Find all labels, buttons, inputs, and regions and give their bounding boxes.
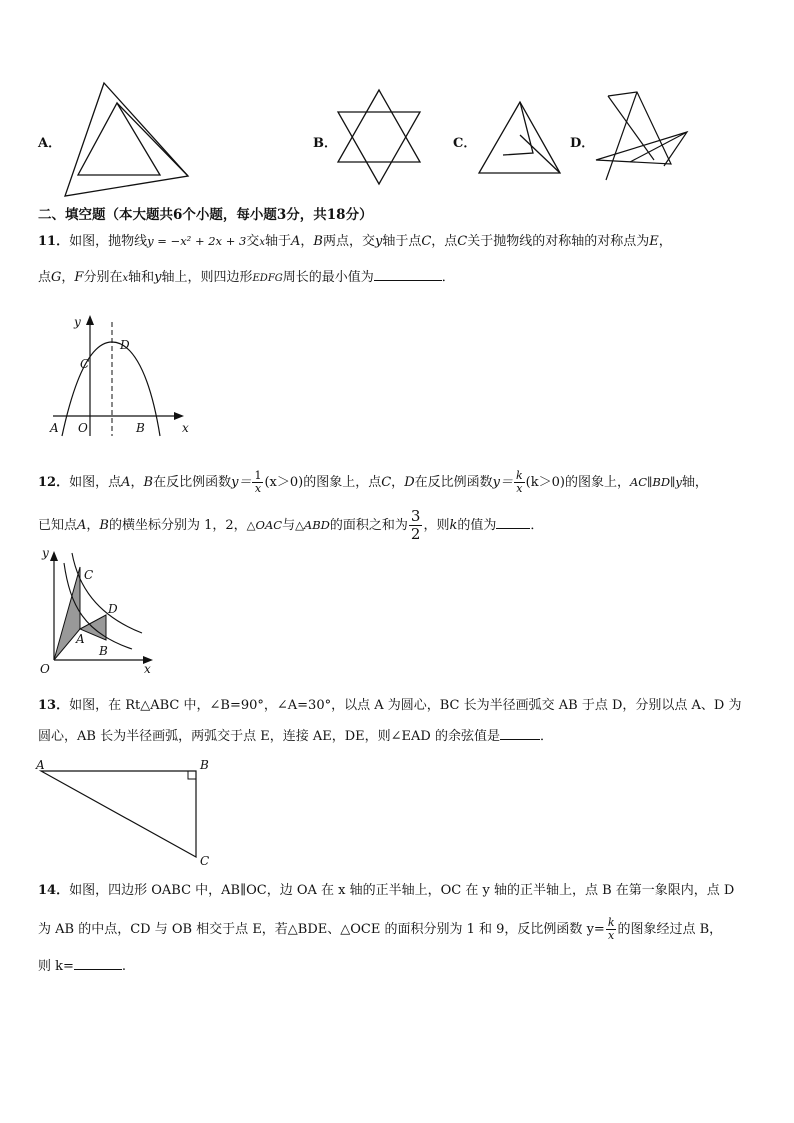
q11-label-B: B	[136, 421, 145, 435]
q13-label-A: A	[36, 758, 45, 772]
q12-fraction-1-over-x: $\frac{1}{x}$	[254, 469, 262, 495]
q11-label-y: y	[74, 315, 81, 329]
option-d-label[interactable]: D．	[570, 136, 595, 151]
option-a-label[interactable]: A．	[38, 136, 62, 151]
q12-label-A: A	[76, 632, 85, 646]
q13-triangle-ABC	[41, 771, 196, 857]
q14-answer-blank[interactable]	[74, 957, 122, 970]
q13-figure	[34, 757, 219, 869]
q11-figure	[48, 312, 198, 442]
q11-line1: 11．如图，抛物线y = −x² + 2x + 3交x轴于A，B两点，交y轴于点C，点C关于抛物线的对称轴的对称点为E，	[38, 234, 672, 249]
q11-label-C: C	[80, 357, 90, 371]
q11-parabola	[62, 342, 160, 436]
q11-label-O: O	[78, 421, 88, 435]
q14-line2: 为 AB 的中点，CD 与 OB 相交于点 E，若△BDE、△OCE 的面积分别为 1 和 9，反比例函数 y= $\frac{k}{x}$ 的图象经过点 B，	[38, 916, 723, 942]
q12-label-D: D	[108, 602, 118, 616]
q12-label-y: y	[42, 546, 49, 560]
q11-line2: 点G，F分别在x轴和y轴上，则四边形EDFG周长的最小值为 ．	[38, 270, 455, 285]
q12-line2: 已知点A，B的横坐标分别为 1，2，△OAC与△ABD的面积之和为 $\frac{3}{2}$ ，则k的值为 ．	[38, 507, 544, 543]
q11-answer-blank[interactable]	[374, 268, 442, 281]
option-c-label[interactable]: C．	[453, 136, 477, 151]
q12-label-O: O	[40, 662, 50, 676]
q13-line2: 圆心，AB 长为半径画弧，两弧交于点 E，连接 AE，DE，则∠EAD 的余弦值是 ．	[38, 729, 553, 744]
option-c-figure	[477, 100, 567, 180]
q14-line3: 则 k= .	[38, 959, 127, 974]
q12-fraction-3-over-2: $\frac{3}{2}$	[410, 507, 421, 543]
option-a-figure	[60, 78, 220, 203]
q13-label-C: C	[200, 854, 210, 868]
q13-line1: 13．如图，在 Rt△ABC 中，∠B=90°，∠A=30°，以点 A 为圆心，BC 长为半径画弧交 AB 于点 D，分别以点 A、D 为	[38, 698, 742, 713]
option-d-figure	[594, 88, 694, 183]
q11-number: 11．	[38, 234, 70, 249]
options-row	[0, 70, 794, 200]
q13-right-angle-mark	[188, 771, 196, 779]
q13-label-B: B	[200, 758, 209, 772]
option-b-label[interactable]: B．	[313, 136, 337, 151]
q14-line1: 14．如图，四边形 OABC 中，AB∥OC，边 OA 在 x 轴的正半轴上，OC 在 y 轴的正半轴上，点 B 在第一象限内，点 D	[38, 883, 735, 898]
section-title: 二、填空题（本大题共6个小题，每小题3分，共18分）	[38, 207, 373, 223]
q14-number: 14．	[38, 883, 70, 898]
q11-label-A: A	[50, 421, 59, 435]
q11-equation: y = −x² + 2x + 3	[147, 234, 247, 248]
q11-label-x: x	[182, 421, 189, 435]
option-b-figure	[336, 88, 436, 188]
q12-curve-k-over-x	[72, 553, 142, 633]
q12-line1: 12．如图，点A，B在反比例函数y＝ $\frac{1}{x}$ (x＞0)的图象上，点C，D在反比例函数y＝ $\frac{k}{x}$ (k＞0)的图象上，AC∥BD∥y轴，	[38, 469, 708, 495]
q12-figure	[36, 545, 166, 680]
q13-number: 13．	[38, 698, 70, 713]
q12-label-B: B	[99, 644, 108, 658]
q12-answer-blank[interactable]	[496, 516, 530, 529]
q14-fraction-k-over-x: $\frac{k}{x}$	[607, 916, 615, 942]
q11-label-D: D	[120, 338, 130, 352]
q12-label-C: C	[84, 568, 94, 582]
q13-answer-blank[interactable]	[500, 727, 540, 740]
q12-number: 12．	[38, 475, 70, 490]
q12-fraction-k-over-x: $\frac{k}{x}$	[516, 469, 523, 495]
q12-label-x: x	[144, 662, 151, 676]
